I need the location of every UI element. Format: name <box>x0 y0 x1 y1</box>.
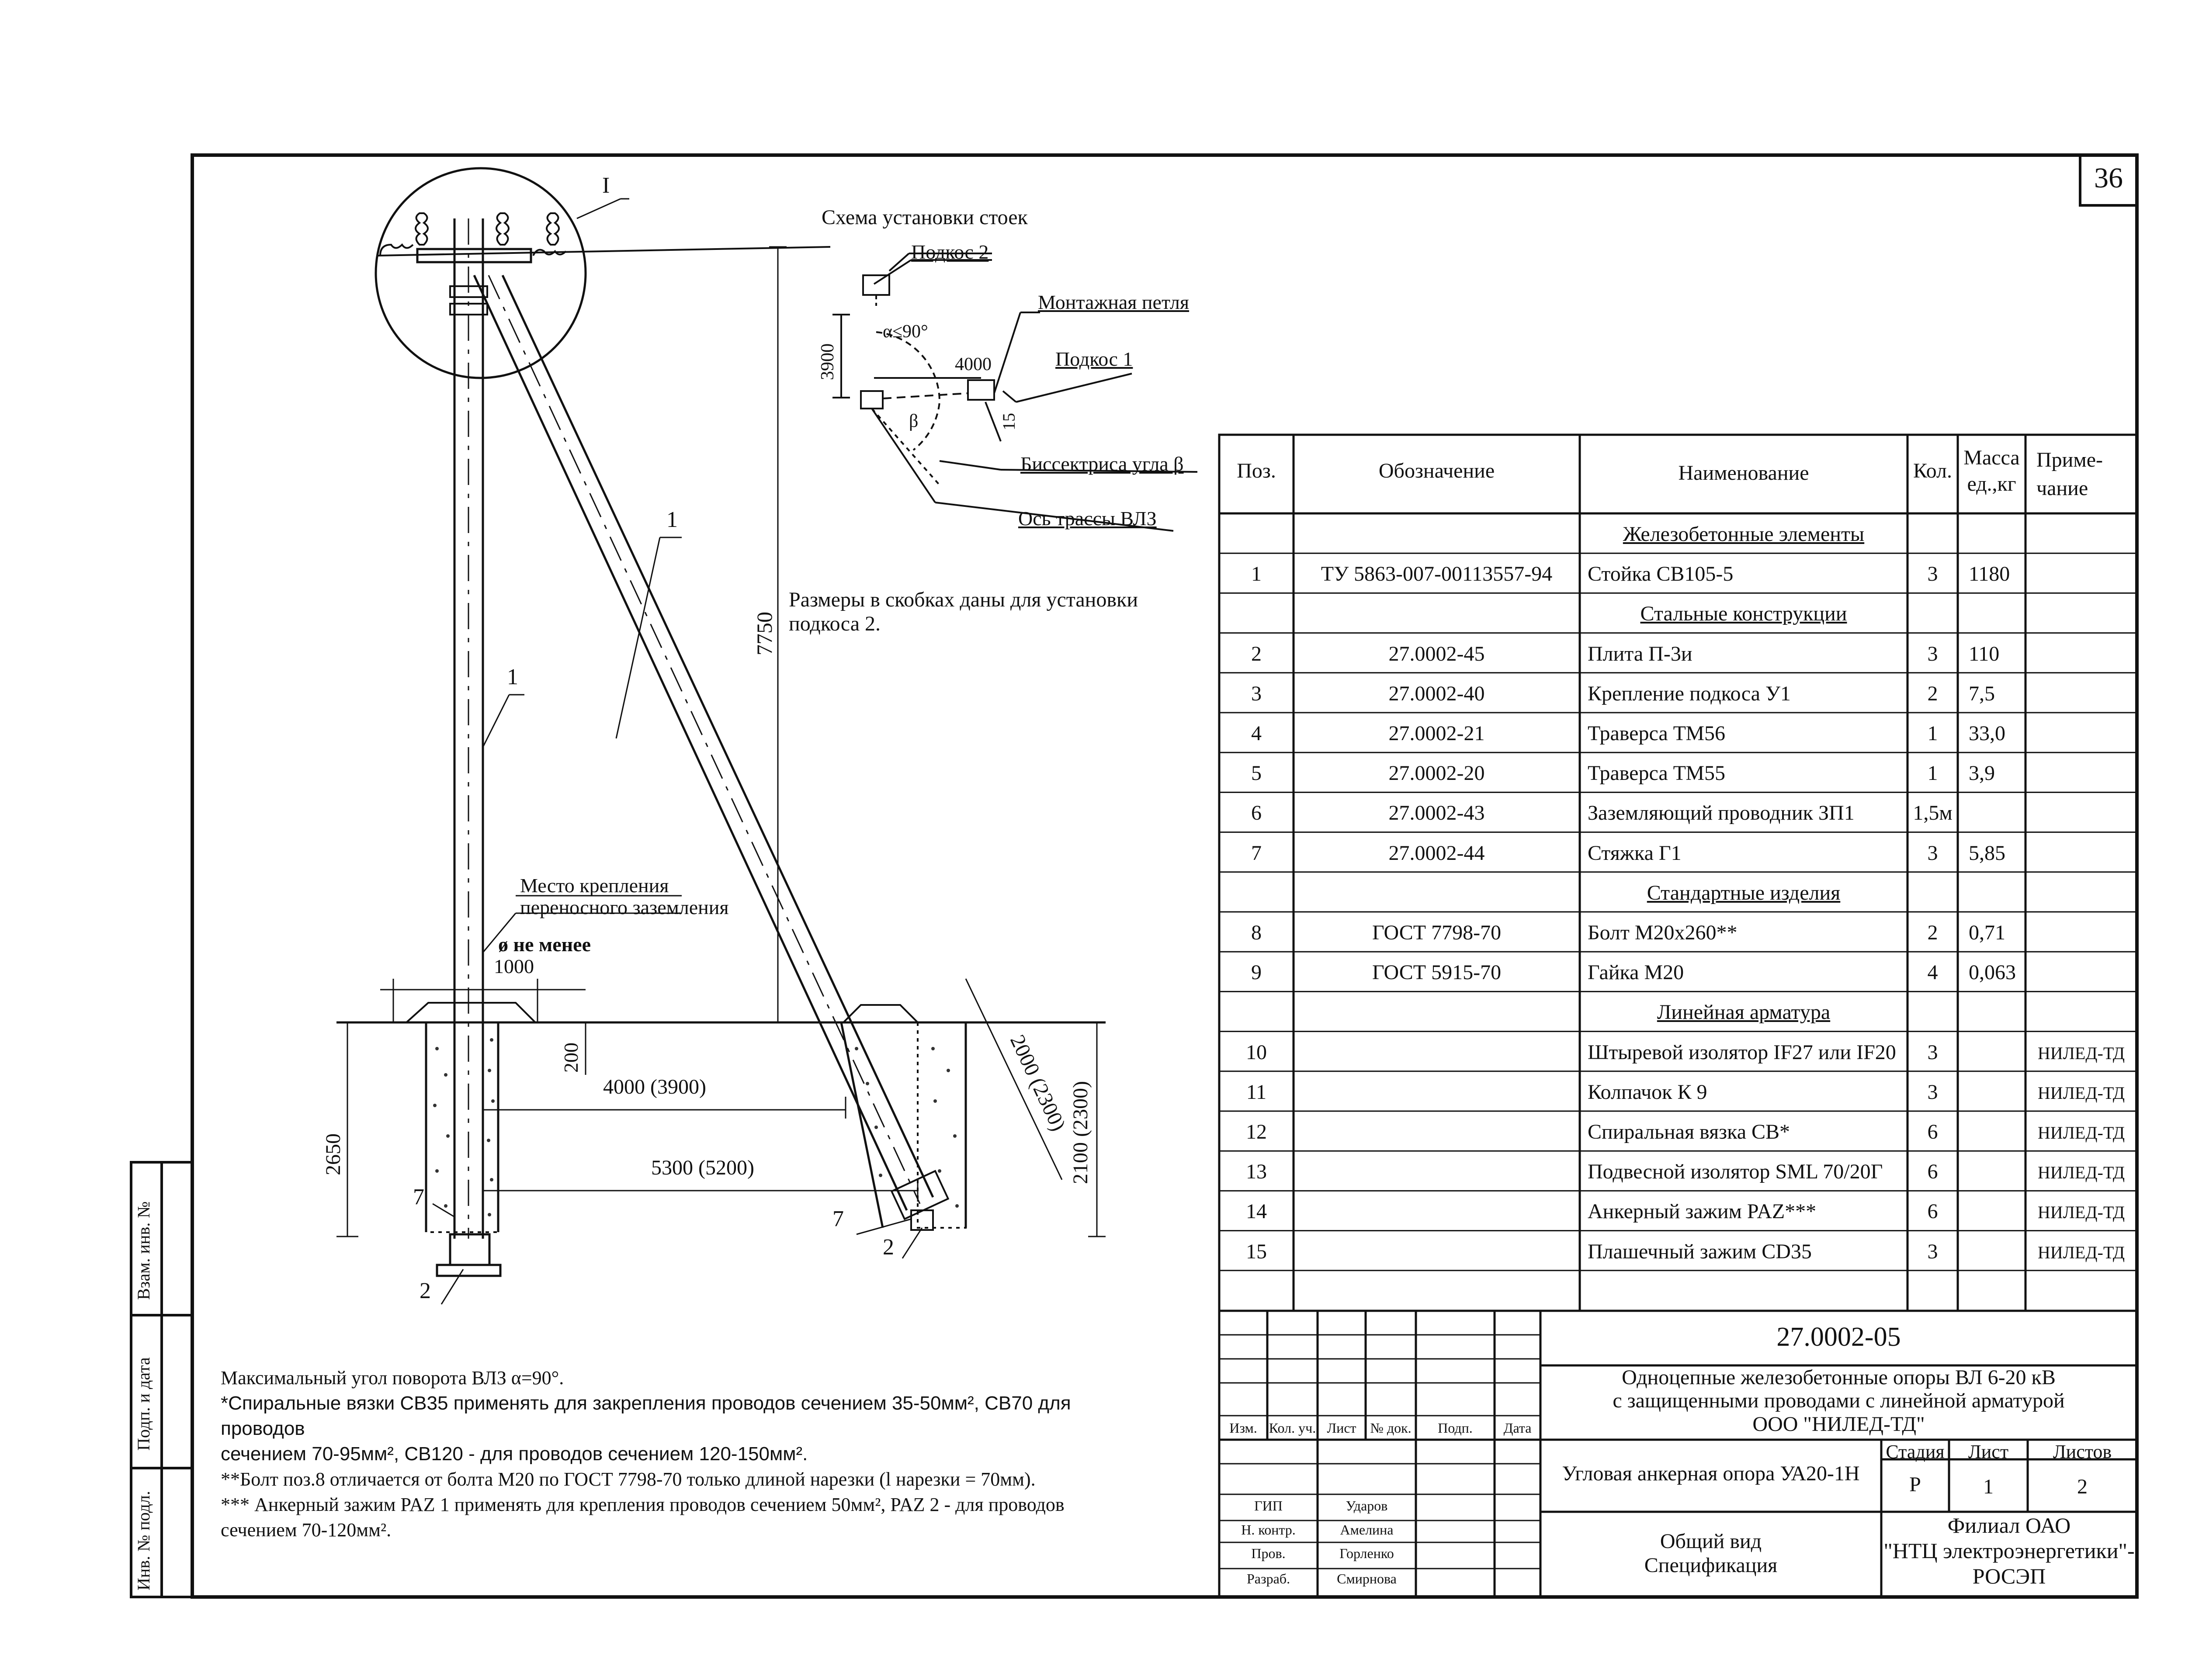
stage-value: Р <box>1909 1473 1921 1496</box>
org-3: РОСЭП <box>1972 1564 2046 1588</box>
doc-title-1: Одноцепные железобетонные опоры ВЛ 6-20 кВ <box>1622 1366 2056 1389</box>
dim-diameter-label: ø не менее <box>498 933 591 956</box>
col-kol-uch: Кол. уч. <box>1269 1420 1316 1436</box>
spec-cell-qty: 1 <box>1927 722 1938 745</box>
dim-2000: 2000 (2300) <box>1006 1031 1070 1135</box>
spec-cell-code: 27.0002-45 <box>1388 642 1485 665</box>
spec-cell-name: Крепление подкоса У1 <box>1588 682 1791 705</box>
col-podp: Подп. <box>1438 1420 1473 1436</box>
spec-cell-note: НИЛЕД-ТД <box>2037 1163 2125 1183</box>
spec-cell-mass: 7,5 <box>1969 682 1995 705</box>
scheme-alpha: α≤90° <box>883 322 928 342</box>
spec-cell-qty: 6 <box>1927 1200 1938 1223</box>
spec-cell-name: Колпачок К 9 <box>1588 1080 1707 1104</box>
spec-section-title: Стальные конструкции <box>1640 602 1847 626</box>
spec-cell-name: Заземляющий проводник ЗП1 <box>1588 801 1855 825</box>
spec-cell-code: 27.0002-44 <box>1388 841 1485 865</box>
spec-cell-pos: 6 <box>1251 801 1262 825</box>
leaders <box>433 199 922 1304</box>
spec-header-mass-2: ед.,кг <box>1967 472 2016 495</box>
spec-cell-qty: 2 <box>1927 682 1938 705</box>
detail-circle <box>376 168 586 378</box>
spec-cell-code: ТУ 5863-007-00113557-94 <box>1321 562 1553 586</box>
spec-cell-mass: 1180 <box>1969 562 2010 586</box>
sheets-value: 2 <box>2077 1475 2088 1498</box>
pole-drawing <box>336 168 1106 1304</box>
spec-cell-qty: 4 <box>1927 961 1938 984</box>
spec-cell-pos: 15 <box>1246 1240 1267 1263</box>
pos-label-2: 2 <box>883 1235 894 1260</box>
content-2: Спецификация <box>1644 1554 1778 1577</box>
side-stamp-inv-podl: Инв. № подл. <box>134 1491 153 1590</box>
spec-header-note-1: Приме- <box>2036 448 2103 471</box>
dim-1000: 1000 <box>494 955 534 977</box>
dim-7750: 7750 <box>752 612 777 655</box>
spec-cell-name: Болт М20х260** <box>1588 921 1738 944</box>
spec-section-title: Железобетонные элементы <box>1623 523 1865 546</box>
spec-section-title: Стандартные изделия <box>1647 881 1841 904</box>
dim-200: 200 <box>560 1043 582 1073</box>
scheme-dim-4000: 4000 <box>955 354 992 374</box>
object-name: Угловая анкерная опора УА20-1Н <box>1562 1462 1860 1485</box>
role-prov: Пров. <box>1251 1545 1286 1561</box>
col-izm: Изм. <box>1229 1420 1257 1436</box>
spec-cell-qty: 6 <box>1927 1160 1938 1184</box>
scheme-title: Схема установки стоек <box>822 206 1028 229</box>
stage-label: Стадия <box>1886 1441 1945 1462</box>
note-line-5: **Болт поз.8 отличается от болта М20 по ГОСТ 7798-70 только длиной нарезки (l нарезки = 70мм). <box>221 1469 1036 1490</box>
spec-cell-code: ГОСТ 7798-70 <box>1372 921 1502 944</box>
scheme-strut2: Подкос 2 <box>911 241 989 263</box>
spec-cell-name: Плита П-3и <box>1588 642 1693 665</box>
note-line-7: сечением 70-120мм². <box>221 1519 392 1541</box>
dim-4000: 4000 (3900) <box>603 1075 706 1098</box>
content-1: Общий вид <box>1660 1530 1762 1553</box>
sheets-label: Листов <box>2053 1441 2112 1462</box>
doc-title-3: ООО "НИЛЕД-ТД" <box>1752 1413 1925 1436</box>
spec-cell-note: НИЛЕД-ТД <box>2037 1043 2125 1063</box>
spec-cell-name: Траверса ТМ55 <box>1588 762 1726 785</box>
spec-cell-name: Штыревой изолятор IF27 или IF20 <box>1588 1040 1896 1064</box>
spec-cell-qty: 1 <box>1927 762 1938 785</box>
spec-cell-note: НИЛЕД-ТД <box>2037 1242 2125 1262</box>
spec-cell-mass: 0,71 <box>1969 921 2005 944</box>
scheme-dim-15: 15 <box>999 413 1019 430</box>
role-gip: ГИП <box>1254 1498 1283 1514</box>
spec-cell-pos: 13 <box>1246 1160 1267 1184</box>
scheme-mount-loop: Монтажная петля <box>1038 291 1190 313</box>
grounding-label-1: Место крепления <box>520 874 669 897</box>
spec-cell-pos: 9 <box>1251 961 1262 984</box>
spec-cell-qty: 3 <box>1927 642 1938 665</box>
spec-cell-qty: 2 <box>1927 921 1938 944</box>
spec-cell-pos: 5 <box>1251 762 1262 785</box>
spec-cell-mass: 5,85 <box>1969 841 2005 865</box>
spec-cell-code: 27.0002-40 <box>1388 682 1485 705</box>
org-1: Филиал ОАО <box>1947 1513 2071 1538</box>
scheme-beta: β <box>909 411 919 431</box>
callout-I: I <box>602 173 610 198</box>
grounding-label-2: переносного заземления <box>520 896 729 918</box>
spec-cell-name: Плашечный зажим CD35 <box>1588 1240 1812 1263</box>
spec-cell-name: Спиральная вязка СВ* <box>1588 1120 1790 1143</box>
role-razrab: Разраб. <box>1246 1571 1290 1586</box>
spec-cell-mass: 3,9 <box>1969 762 1995 785</box>
spec-cell-name: Стяжка Г1 <box>1588 841 1682 865</box>
spec-cell-note: НИЛЕД-ТД <box>2037 1083 2125 1103</box>
spec-cell-name: Анкерный зажим PAZ*** <box>1588 1200 1817 1223</box>
col-data: Дата <box>1503 1420 1532 1436</box>
spec-header-pos: Поз. <box>1237 459 1276 482</box>
sheet-value: 1 <box>1983 1475 1994 1498</box>
dim-2650: 2650 <box>322 1133 345 1175</box>
note-line-3: проводов <box>221 1418 305 1439</box>
spec-header-code: Обозначение <box>1378 459 1495 482</box>
scheme-dim-3900: 3900 <box>818 343 838 380</box>
pos-label-2: 2 <box>420 1278 431 1303</box>
note-line-6: *** Анкерный зажим PAZ 1 применять для крепления проводов сечением 50мм², PAZ 2 - для проводов <box>221 1494 1065 1515</box>
note-line-1: Максимальный угол поворота ВЛЗ α=90°. <box>221 1367 564 1389</box>
brackets-note-1: Размеры в скобках даны для установки <box>789 588 1138 611</box>
dim-2100: 2100 (2300) <box>1069 1081 1092 1184</box>
spec-cell-pos: 1 <box>1251 562 1262 586</box>
sheet-label: Лист <box>1968 1441 2009 1462</box>
spec-cell-pos: 8 <box>1251 921 1262 944</box>
spec-cell-mass: 110 <box>1969 642 2000 665</box>
side-stamp-podp-data: Подп. и дата <box>134 1357 153 1451</box>
spec-header-name: Наименование <box>1678 461 1809 485</box>
side-stamp-vzam-inv: Взам. инв. № <box>134 1201 153 1300</box>
spec-cell-pos: 7 <box>1251 841 1262 865</box>
dim-5300: 5300 (5200) <box>651 1156 754 1179</box>
spec-cell-pos: 11 <box>1246 1080 1267 1104</box>
spec-cell-qty: 3 <box>1927 841 1938 865</box>
spec-cell-name: Гайка М20 <box>1588 961 1684 984</box>
pos-label-1: 1 <box>507 665 518 689</box>
name-nkontr: Амелина <box>1340 1522 1394 1538</box>
spec-header-mass-1: Масса <box>1963 446 2020 469</box>
spec-cell-qty: 3 <box>1927 1080 1938 1104</box>
doc-code: 27.0002-05 <box>1776 1322 1901 1352</box>
name-gip: Ударов <box>1346 1498 1388 1514</box>
spec-cell-name: Подвесной изолятор SML 70/20Г <box>1588 1160 1883 1184</box>
spec-cell-qty: 6 <box>1927 1120 1938 1143</box>
spec-cell-qty: 3 <box>1927 1040 1938 1064</box>
spec-cell-name: Траверса ТМ56 <box>1588 722 1726 745</box>
scheme-axis: Ось трассы ВЛЗ <box>1018 507 1157 530</box>
spec-cell-code: ГОСТ 5915-70 <box>1372 961 1502 984</box>
spec-cell-pos: 4 <box>1251 722 1262 745</box>
spec-cell-code: 27.0002-43 <box>1388 801 1485 825</box>
name-razrab: Смирнова <box>1337 1571 1397 1586</box>
col-list: Лист <box>1327 1420 1356 1436</box>
pos-label-7: 7 <box>413 1185 424 1209</box>
pos-label-7: 7 <box>832 1206 844 1231</box>
spec-cell-pos: 10 <box>1246 1040 1267 1064</box>
note-line-4: сечением 70-95мм², СВ120 - для проводов сечением 120-150мм². <box>221 1443 808 1465</box>
spec-cell-qty: 3 <box>1927 562 1938 586</box>
scheme-bisector: Биссектриса угла β <box>1020 453 1184 475</box>
spec-cell-pos: 14 <box>1246 1200 1267 1223</box>
spec-cell-mass: 33,0 <box>1969 722 2005 745</box>
spec-cell-name: Стойка СВ105-5 <box>1588 562 1734 586</box>
spec-cell-pos: 3 <box>1251 682 1262 705</box>
spec-section-title: Линейная арматура <box>1657 1001 1831 1024</box>
spec-cell-mass: 0,063 <box>1969 961 2016 984</box>
note-line-2: *Спиральные вязки СВ35 применять для закрепления проводов сечением 35-50мм², СВ70 для <box>221 1392 1071 1414</box>
spec-header-note-2: чание <box>2036 477 2088 500</box>
concrete-texture <box>433 1038 959 1216</box>
spec-cell-pos: 12 <box>1246 1120 1267 1143</box>
role-nkontr: Н. контр. <box>1241 1522 1296 1538</box>
spec-cell-qty: 3 <box>1927 1240 1938 1263</box>
sheet-number: 36 <box>2094 162 2123 194</box>
spec-cell-note: НИЛЕД-ТД <box>2037 1202 2125 1223</box>
spec-header-qty: Кол. <box>1913 459 1952 482</box>
spec-cell-note: НИЛЕД-ТД <box>2037 1123 2125 1143</box>
scheme-strut1: Подкос 1 <box>1055 348 1133 370</box>
spec-cell-qty: 1,5м <box>1913 801 1953 825</box>
org-2: "НТЦ электроэнергетики"- <box>1883 1538 2135 1563</box>
doc-title-2: с защищенными проводами с линейной арматурой <box>1613 1389 2065 1412</box>
spec-cell-code: 27.0002-20 <box>1388 762 1485 785</box>
name-prov: Горленко <box>1339 1545 1394 1561</box>
pos-label-1: 1 <box>666 507 678 532</box>
brackets-note-2: подкоса 2. <box>789 612 881 635</box>
col-n-dok: № док. <box>1370 1420 1412 1436</box>
spec-cell-pos: 2 <box>1251 642 1262 665</box>
spec-cell-code: 27.0002-21 <box>1388 722 1485 745</box>
